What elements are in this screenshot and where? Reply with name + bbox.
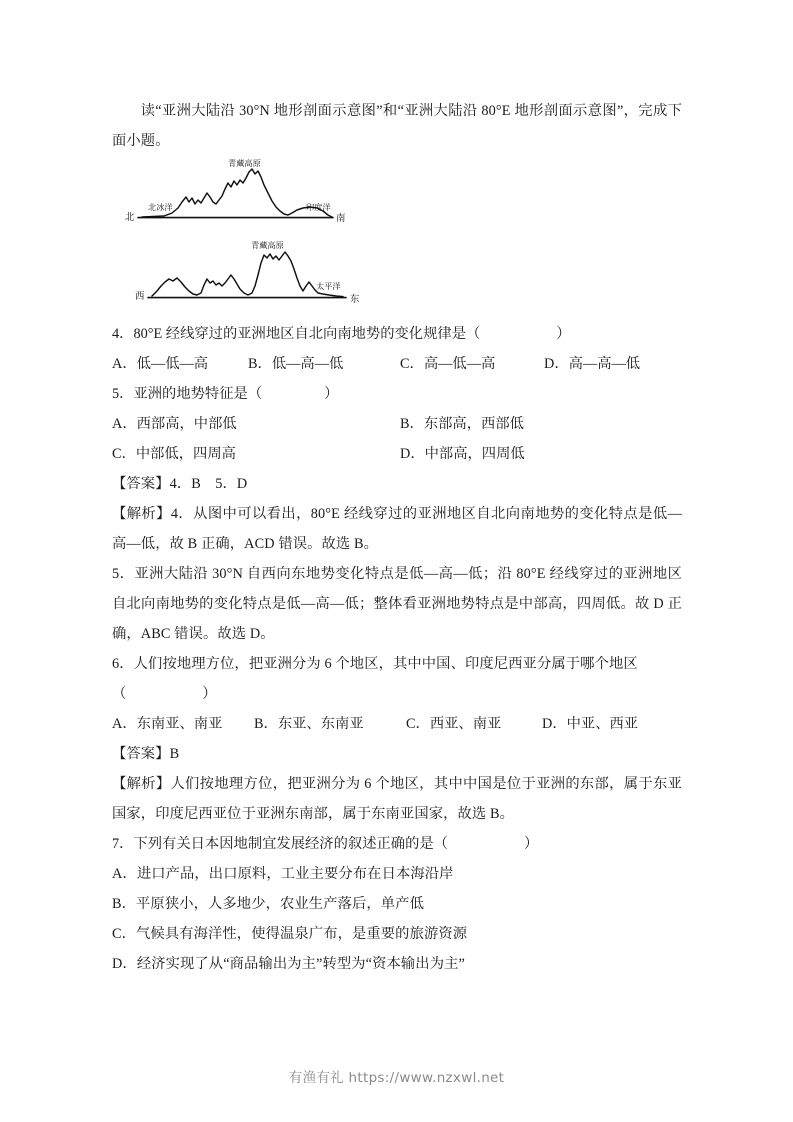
answer-block-1-explanation-4: 【解析】4．从图中可以看出，80°E 经线穿过的亚洲地区自北向南地势的变化特点是低—高—低，故 B 正确，ACD 错误。故选 B。 (112, 506, 682, 552)
answer-block-2-answer: 【答案】B (112, 746, 180, 762)
question-4-option-d[interactable]: D．高—高—低 (544, 356, 641, 372)
question-5-option-b[interactable]: B．东部高，西部低 (400, 416, 524, 432)
question-6-paren-open: （ (112, 686, 127, 702)
question-5-option-a[interactable]: A．西部高，中部低 (112, 416, 237, 432)
asia-profile-30n-svg (120, 159, 370, 229)
question-6-stem-line-2 (112, 679, 682, 709)
intro-paragraph: 读“亚洲大陆沿 30°N 地形剖面示意图”和“亚洲大陆沿 80°E 地形剖面示意图”，完成下面小题。 (112, 103, 682, 149)
question-5-options-row-1 (112, 409, 682, 439)
question-5-stem (112, 379, 682, 409)
answer-block-1-explanation-5: 5．亚洲大陆沿 30°N 自西向东地势变化特点是低—高—低；沿 80°E 经线穿过的亚洲地区自北向南地势的变化特点是低—高—低；整体看亚洲地势特点是中部高，四周低。故 D 正确，ABC 错误。故选 D。 (112, 566, 682, 642)
question-5-stem-text: 5．亚洲的地势特征是（ (112, 386, 263, 402)
terrain-outline-80e (152, 252, 343, 297)
question-6-paren-close: ） (202, 686, 217, 702)
question-7-stem-text: 7．下列有关日本因地制宜发展经济的叙述正确的是（ (112, 836, 448, 852)
label-west-80e: 西 (135, 291, 145, 302)
question-4-stem-tail: ） (556, 326, 571, 342)
question-4-option-b[interactable]: B．低—高—低 (248, 356, 344, 372)
asia-profile-30n-figure (120, 159, 370, 229)
question-6-stem-line-1: 6．人们按地理方位，把亚洲分为 6 个地区，其中中国、印度尼西亚分属于哪个地区 (112, 656, 638, 672)
question-4-option-a[interactable]: A．低—低—高 (112, 356, 209, 372)
question-6-option-a[interactable]: A．东南亚、南亚 (112, 716, 223, 732)
question-4-stem (112, 319, 682, 349)
question-7-option-a[interactable]: A．进口产品，出口原料，工业主要分布在日本海沿岸 (112, 866, 454, 882)
question-5-options-row-2 (112, 439, 682, 469)
label-tibet-plateau-30n: 青藏高原 (228, 159, 261, 168)
question-4-option-c[interactable]: C．高—低—高 (400, 356, 496, 372)
document-body (112, 96, 682, 979)
question-5-option-c[interactable]: C．中部低，四周高 (112, 446, 236, 462)
question-7-option-d[interactable]: D．经济实现了从“商品输出为主”转型为“资本输出为主” (112, 956, 465, 972)
label-pacific-ocean: 太平洋 (316, 281, 341, 291)
figure-group (112, 156, 682, 319)
question-6-option-d[interactable]: D．中亚、西亚 (542, 716, 639, 732)
question-5-option-d[interactable]: D．中部高，四周低 (400, 446, 525, 462)
question-6-option-b[interactable]: B．东亚、东南亚 (254, 716, 364, 732)
answer-block-1-answer: 【答案】4．B 5．D (112, 476, 248, 492)
question-6-option-c[interactable]: C．西亚、南亚 (406, 716, 502, 732)
question-7-stem-tail: ） (523, 836, 539, 852)
question-4-options (112, 349, 682, 379)
label-indian-ocean: 印度洋 (306, 202, 331, 212)
question-6-options (112, 709, 682, 739)
label-south-30n: 南 (336, 213, 346, 224)
answer-block-2-explanation: 【解析】人们按地理方位，把亚洲分为 6 个地区，其中中国是位于亚洲的东部，属于东亚国家，印度尼西亚位于亚洲东南部，属于东南亚国家，故选 B。 (112, 776, 682, 822)
asia-profile-80e-svg (130, 239, 380, 309)
label-tibet-plateau-80e: 青藏高原 (251, 240, 284, 250)
question-7-option-b[interactable]: B．平原狭小，人多地少，农业生产落后，单产低 (112, 896, 424, 912)
asia-profile-80e-figure (130, 239, 380, 309)
footer-watermark: 有渔有礼 https://www.nzxwl.net (288, 1070, 505, 1086)
label-arctic-ocean: 北冰洋 (148, 202, 173, 212)
question-4-stem-text: 4．80°E 经线穿过的亚洲地区自北向南地势的变化规律是（ (112, 326, 481, 342)
question-5-stem-tail: ） (324, 386, 339, 402)
question-7-stem (112, 829, 682, 859)
question-7-option-c[interactable]: C．气候具有海洋性，使得温泉广布，是重要的旅游资源 (112, 926, 468, 942)
label-east-80e: 东 (350, 294, 360, 305)
label-north-30n: 北 (125, 212, 135, 223)
